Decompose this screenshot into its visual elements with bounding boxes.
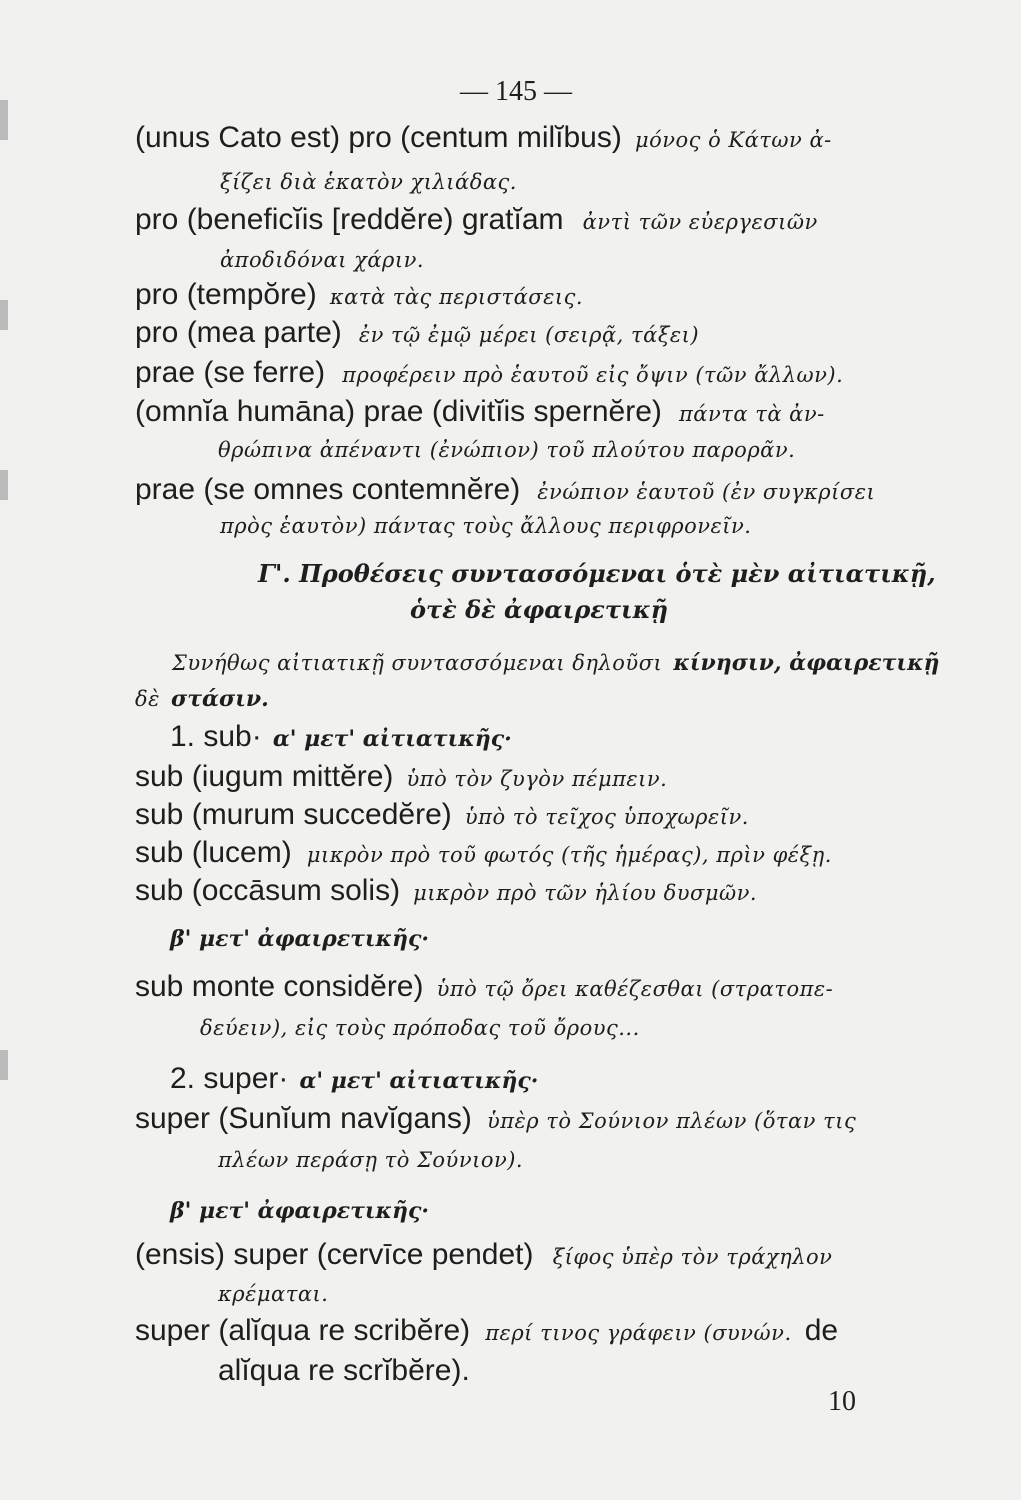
section-heading-cont: ὁτὲ δὲ ἀφαιρετικῇ (410, 595, 669, 624)
latin-text: (omnĭa humāna) prae (divitĭis spernĕre) (135, 395, 662, 428)
page-edge-mark (0, 100, 8, 140)
entry-line-cont: πρὸς ἑαυτὸν) πάντας τοὺς ἄλλους περιφρονεῖν. (220, 514, 752, 538)
entry-line-cont: δεύειν), εἰς τοὺς πρόποδας τοῦ ὄρους... (200, 1016, 640, 1040)
entry-line-cont: ἀποδιδόναι χάριν. (220, 248, 425, 272)
intro-text: Συνήθως αἰτιατικῇ συντασσόμεναι δηλοῦσι (172, 651, 663, 675)
greek-text: ὑπὸ τῷ ὄρει καθέζεσθαι (στρατοπε- (436, 977, 834, 1001)
entry-line (135, 358, 843, 388)
case-label: α' μετ' αἰτιατικῆς· (299, 1068, 539, 1094)
latin-text: super (alĭqua re scribĕre) (135, 1314, 471, 1347)
latin-text: prae (se omnes contemnĕre) (135, 473, 521, 506)
entry-line (135, 800, 749, 830)
greek-text: μικρὸν πρὸ τῶν ἡλίου δυσμῶν. (413, 881, 758, 905)
section-heading: Γ'. Προθέσεις συντασσόμεναι ὁτὲ μὲν αἰτιατικῇ, (258, 559, 936, 588)
entry-line-cont: ξίζει διὰ ἑκατὸν χιλιάδας. (220, 170, 517, 194)
greek-text: ἐν τῷ ἐμῷ μέρει (σειρᾷ, τάξει) (358, 323, 700, 347)
entry-line-cont: πλέων περάσῃ τὸ Σούνιον). (218, 1148, 524, 1172)
entry-line (135, 838, 832, 868)
latin-text: (unus Cato est) pro (centum milĭbus) (135, 121, 622, 154)
intro-line (135, 688, 269, 710)
entry-line (135, 1240, 832, 1270)
entry-line (135, 123, 832, 153)
entry-line (135, 1104, 856, 1134)
entry-line (135, 972, 833, 1002)
latin-text: pro (mea parte) (135, 316, 342, 349)
entry-line (135, 205, 818, 235)
entry-line (135, 762, 667, 792)
entry-line-cont: κρέμαται. (218, 1282, 329, 1306)
latin-text: sub (occāsum solis) (135, 874, 401, 907)
latin-text: prae (se ferre) (135, 356, 326, 389)
preposition-label: 1. sub· (170, 720, 262, 753)
intro-line (172, 652, 940, 674)
greek-text: πάντα τὰ ἀν- (678, 402, 825, 426)
latin-text: pro (tempŏre) (135, 278, 317, 311)
page-edge-mark (0, 1050, 8, 1080)
entry-line (135, 280, 583, 310)
latin-text: pro (beneficĭis [reddĕre) gratĭam (135, 203, 564, 236)
entry-line (135, 318, 699, 348)
case-label: β' μετ' ἀφαιρετικῆς· (170, 926, 430, 952)
subsection-heading (170, 722, 512, 752)
greek-text: ὑπὸ τὸ τεῖχος ὑποχωρεῖν. (464, 805, 749, 829)
greek-text: προφέρειν πρὸ ἑαυτοῦ εἰς ὄψιν (τῶν ἄλλων). (342, 363, 844, 387)
latin-text: sub monte considĕre) (135, 970, 424, 1003)
greek-text: ὑπὲρ τὸ Σούνιον πλέων (ὅταν τις (486, 1109, 857, 1133)
page-edge-mark (0, 300, 8, 330)
greek-text: περί τινος γράφειν (συνών. (485, 1321, 792, 1345)
greek-text: ξίφος ὑπὲρ τὸν τράχηλον (552, 1245, 833, 1269)
page-edge-mark (0, 470, 8, 500)
entry-line (135, 876, 757, 906)
latin-text: sub (iugum mittĕre) (135, 760, 394, 793)
intro-emphasis: κίνησιν, ἀφαιρετικῇ (673, 650, 940, 676)
entry-line (135, 475, 875, 505)
case-label: α' μετ' αἰτιατικῆς· (272, 726, 512, 752)
latin-text: sub (lucem) (135, 836, 292, 869)
preposition-label: 2. super· (170, 1062, 289, 1095)
greek-text: μόνος ὁ Κάτων ἀ- (634, 128, 832, 152)
intro-text: δὲ (135, 687, 160, 711)
subsection-heading (170, 1064, 538, 1094)
greek-text: ἐνώπιον ἑαυτοῦ (ἐν συγκρίσει (537, 480, 876, 504)
greek-text: κατὰ τὰς περιστάσεις. (329, 285, 584, 309)
greek-text: μικρὸν πρὸ τοῦ φωτός (τῆς ἡμέρας), πρὶν φέξῃ. (306, 843, 832, 867)
latin-text: de (804, 1314, 839, 1347)
footer-page-number: 10 (828, 1386, 856, 1417)
case-label: β' μετ' ἀφαιρετικῆς· (170, 1198, 430, 1224)
page-header: — 145 — (460, 76, 572, 107)
greek-text: ὑπὸ τὸν ζυγὸν πέμπειν. (406, 767, 668, 791)
intro-emphasis: στάσιν. (171, 686, 269, 712)
entry-line (135, 397, 825, 427)
latin-text: (ensis) super (cervīce pendet) (135, 1238, 534, 1271)
greek-text: ἀντὶ τῶν εὐεργεσιῶν (582, 210, 818, 234)
entry-line-cont: alĭqua re scrĭbĕre). (218, 1354, 470, 1387)
entry-line-cont: θρώπινα ἀπέναντι (ἐνώπιον) τοῦ πλούτου παρορᾶν. (218, 438, 796, 462)
latin-text: super (Sunĭum navĭgans) (135, 1102, 472, 1135)
latin-text: sub (murum succedĕre) (135, 798, 452, 831)
entry-line (135, 1316, 838, 1346)
